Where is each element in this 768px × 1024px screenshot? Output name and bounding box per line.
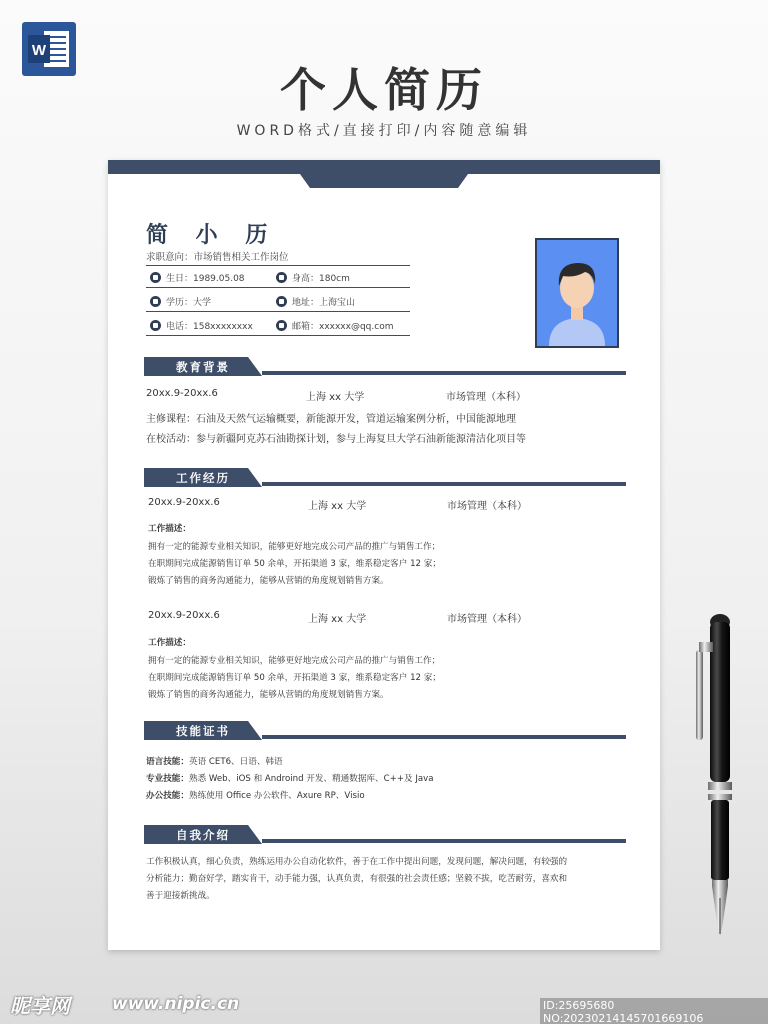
skill-value: 熟练使用 Office 办公软件、Axure RP、Visio <box>188 791 365 801</box>
skill-label: 语言技能： <box>146 757 189 767</box>
work-company: 上海 xx 大学 <box>308 614 367 625</box>
skill-value: 英语 CET6、日语、韩语 <box>188 757 283 767</box>
email-info <box>276 319 393 332</box>
info-row-3 <box>146 316 410 336</box>
info-row-1 <box>146 268 410 288</box>
section-self-header <box>144 825 626 847</box>
watermark-logo: 昵享网 <box>10 994 70 1018</box>
birth-info <box>150 271 245 284</box>
edu-courses: 主修课程：石油及天然气运输概要，新能源开发，管道运输案例分析，中国能源地理 <box>146 414 516 425</box>
skill-label: 专业技能： <box>146 774 189 784</box>
section-work-title: 工作经历 <box>176 471 230 485</box>
page-title: 个人简历 <box>280 63 488 117</box>
section-work-header <box>144 468 626 490</box>
top-bar <box>108 160 660 188</box>
section-skills-title: 技能证书 <box>176 724 230 738</box>
candidate-name: 简 小 历 <box>146 223 278 248</box>
phone-info <box>150 319 253 332</box>
birth-text: 生日：1989.05.08 <box>166 274 245 284</box>
skill-item <box>146 772 434 784</box>
work-desc-label: 工作描述： <box>148 524 191 534</box>
watermark-id: ID:25695680 NO:20230214145701669106 <box>540 998 768 1024</box>
address-info <box>276 295 355 308</box>
work-desc-line: 在职期间完成能源销售订单 50 余单，开拓渠道 3 家，维系稳定客户 12 家； <box>148 673 441 683</box>
height-info <box>276 271 350 284</box>
height-text: 身高：180cm <box>292 274 350 284</box>
edu-major: 市场管理（本科） <box>446 392 526 403</box>
work-desc-label: 工作描述： <box>148 638 191 648</box>
work-desc-line: 在职期间完成能源销售订单 50 余单，开拓渠道 3 家，维系稳定客户 12 家； <box>148 559 441 569</box>
avatar <box>535 238 619 348</box>
self-intro-line: 工作积极认真，细心负责，熟练运用办公自动化软件，善于在工作中提出问题，发现问题，解决问题，有较强的 <box>146 857 568 867</box>
edu-school: 上海 xx 大学 <box>306 392 365 403</box>
job-intent: 求职意向：市场销售相关工作岗位 <box>146 249 410 266</box>
section-self-title: 自我介绍 <box>176 828 230 842</box>
mail-icon <box>276 320 287 331</box>
self-intro-line: 善于迎接新挑战。 <box>146 891 215 901</box>
info-row-2 <box>146 292 410 312</box>
address-text: 地址：上海宝山 <box>292 298 356 308</box>
work-desc-line: 拥有一定的能源专业相关知识，能够更好地完成公司产品的推广与销售工作； <box>148 656 441 666</box>
education-info <box>150 295 211 308</box>
work-role: 市场管理（本科） <box>447 614 527 625</box>
page-subtitle: WORD格式/直接打印/内容随意编辑 <box>236 123 532 139</box>
work-date: 20xx.9-20xx.6 <box>148 610 220 621</box>
watermark-url: www.nipic.cn <box>112 994 240 1014</box>
work-date: 20xx.9-20xx.6 <box>148 497 220 508</box>
skill-label: 办公技能： <box>146 791 189 801</box>
skill-item <box>146 789 365 801</box>
fountain-pen-icon <box>690 612 738 942</box>
section-education-title: 教育背景 <box>176 360 230 374</box>
work-desc-line: 锻炼了销售的商务沟通能力，能够从营销的角度规划销售方案。 <box>148 690 389 700</box>
graduation-cap-icon <box>150 296 161 307</box>
self-intro-line: 分析能力；勤奋好学，踏实肯干，动手能力强，认真负责，有很强的社会责任感；坚毅不拔，吃苦耐劳，喜欢和 <box>146 874 568 884</box>
resume-paper <box>108 160 660 950</box>
phone-text: 电话：158xxxxxxxx <box>166 322 253 332</box>
skill-value: 熟悉 Web、iOS 和 Androind 开发、精通数据库、C++及 Java <box>188 774 434 784</box>
phone-icon <box>150 320 161 331</box>
work-desc-line: 锻炼了销售的商务沟通能力，能够从营销的角度规划销售方案。 <box>148 576 389 586</box>
education-text: 学历：大学 <box>166 298 212 308</box>
height-icon <box>276 272 287 283</box>
skill-item <box>146 755 283 767</box>
section-education-header <box>144 357 626 379</box>
svg-text:W: W <box>31 42 47 59</box>
edu-activities: 在校活动：参与新疆阿克苏石油勘探计划，参与上海复旦大学石油新能源清洁化项目等 <box>146 434 526 445</box>
email-text: 邮箱：xxxxxx@qq.com <box>292 322 394 332</box>
edu-date: 20xx.9-20xx.6 <box>146 388 218 399</box>
work-company: 上海 xx 大学 <box>308 501 367 512</box>
birthday-icon <box>150 272 161 283</box>
work-desc-line: 拥有一定的能源专业相关知识，能够更好地完成公司产品的推广与销售工作； <box>148 542 441 552</box>
work-role: 市场管理（本科） <box>447 501 527 512</box>
section-skills-header <box>144 721 626 743</box>
location-pin-icon <box>276 296 287 307</box>
